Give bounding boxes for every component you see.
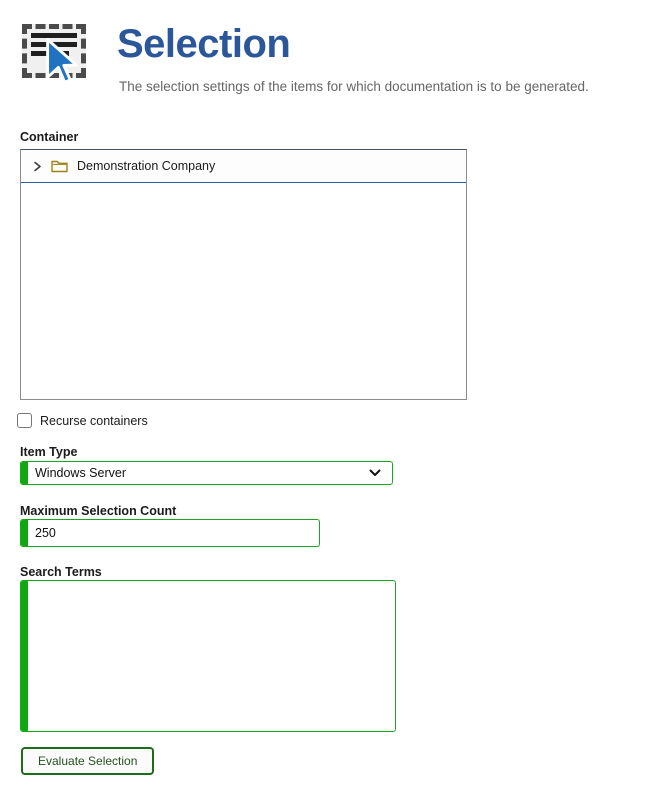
search-terms-textarea[interactable]: [28, 581, 395, 731]
page-title: Selection: [117, 22, 291, 66]
recurse-containers-checkbox[interactable]: [17, 413, 32, 428]
page-subtitle: The selection settings of the items for which documentation is to be generated.: [119, 79, 589, 94]
evaluate-selection-button[interactable]: Evaluate Selection: [21, 747, 154, 775]
tree-item-label: Demonstration Company: [77, 159, 216, 173]
chevron-right-icon[interactable]: [33, 161, 42, 172]
tree-row-demonstration-company[interactable]: [21, 150, 466, 183]
max-selection-count-input[interactable]: [28, 520, 319, 546]
container-tree[interactable]: [20, 149, 467, 400]
chevron-down-icon: [369, 469, 381, 477]
valid-indicator-bar: [21, 462, 28, 484]
max-selection-count-field: [20, 519, 320, 547]
item-type-label: Item Type: [20, 445, 78, 459]
valid-indicator-bar: [21, 520, 28, 546]
search-terms-label: Search Terms: [20, 565, 102, 579]
item-type-select[interactable]: [20, 461, 393, 485]
selection-cursor-icon: [22, 24, 86, 78]
item-type-value: Windows Server: [35, 466, 126, 480]
container-label: Container: [20, 130, 79, 144]
valid-indicator-bar: [21, 581, 28, 731]
recurse-containers-row: [17, 413, 148, 428]
recurse-containers-label: Recurse containers: [40, 413, 148, 428]
max-selection-count-label: Maximum Selection Count: [20, 504, 177, 518]
search-terms-field: [20, 580, 396, 732]
folder-icon: [51, 159, 68, 173]
mouse-cursor-icon: [44, 37, 80, 87]
